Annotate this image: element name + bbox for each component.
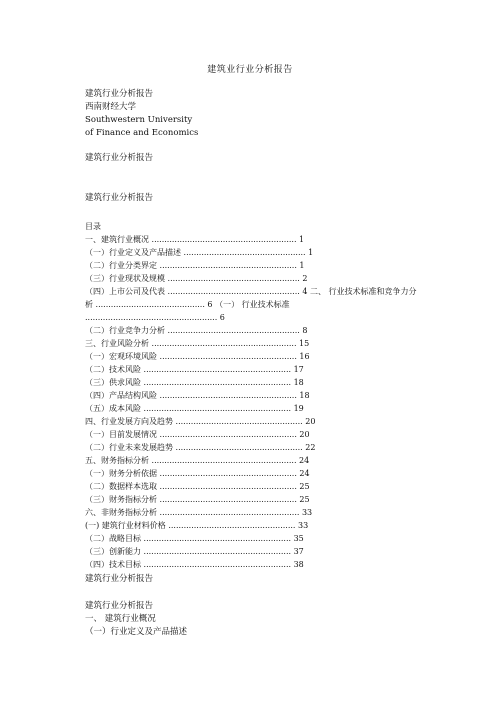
toc-entry[interactable]: （二）行业未来发展趋势 .................................................. 22 [85,443,316,452]
toc-entry[interactable]: （三）创新能力 .......................................................... 37 [85,547,304,556]
page-title: 建筑业行业分析报告 [207,65,293,75]
repeat-heading-1 [85,152,153,165]
cover-block [85,88,198,140]
toc-entry[interactable]: （三）财务指标分析 ...................................................... 25 [85,495,310,504]
toc-entry[interactable]: （五）成本风险 .......................................................... 19 [85,404,304,413]
cover-line: 西南财经大学 [85,102,137,112]
toc-entry[interactable]: 五、财务指标分析 ......................................................... 24 [85,456,310,465]
toc-entry[interactable]: （一）行业定义及产品描述 ................................................ 1 [85,248,314,257]
toc-entry[interactable]: （四）技术目标 .......................................................... 38 [85,560,304,569]
toc-entry[interactable]: （一）目前发展情况 ...................................................... 20 [85,430,310,439]
section-line: （一）行业定义及产品描述 [85,627,188,637]
toc-entry[interactable]: 三、行业风险分析 ......................................................... 15 [85,339,310,348]
cover-line: Southwestern University [85,115,193,125]
toc-entry[interactable]: （二）数据样本选取 ...................................................... 25 [85,482,310,491]
repeat-heading-text: 建筑行业分析报告 [85,153,154,163]
repeat-heading-2 [85,192,153,205]
toc-entry[interactable]: （二）战略目标 .......................................................... 35 [85,534,304,543]
toc-entry[interactable]: （一）宏观环境风险 ...................................................... 16 [85,352,310,361]
toc-entry[interactable]: 六、非财务指标分析 ....................................................... 33 [85,508,313,517]
after-toc-heading [85,573,153,586]
toc-entry[interactable]: 四、行业发展方向及趋势 .................................................. 20 [85,417,316,426]
toc-entry[interactable]: （四）产品结构风险 ...................................................... 18 [85,391,310,400]
toc-entry[interactable]: (一) 建筑行业材料价格 .................................................. 33 [85,521,309,530]
cover-line: 建筑行业分析报告 [85,89,154,99]
toc-entry[interactable]: （一）财务分析依据 ...................................................... 24 [85,469,310,478]
toc-entry[interactable]: （二）行业竞争力分析 .................................................... 8 [85,326,308,335]
toc-entry[interactable]: （三）供求风险 .......................................................... 18 [85,378,304,387]
toc-heading: 目录 [85,222,101,231]
repeat-heading-text: 建筑行业分析报告 [85,193,154,203]
section-line: 一、 建筑行业概况 [85,614,156,624]
section-block [85,600,187,639]
toc-entry[interactable]: （三）行业现状及规模 .................................................... 2 [85,274,308,283]
toc-entry[interactable]: （二）行业分类界定 ...................................................... 1 [85,261,305,270]
toc-entry[interactable]: （四）上市公司及代表 .................................................... 4 二、 行业技术标准和竞争力分析 ........................................... 6 （一） 行业技术标准 .................................................... 6 [85,287,417,322]
table-of-contents [85,220,435,571]
section-line: 建筑行业分析报告 [85,601,154,611]
toc-entry[interactable]: 一、建筑行业概况 ......................................................... 1 [85,235,305,244]
after-toc-text: 建筑行业分析报告 [85,574,154,584]
cover-line: of Finance and Economics [85,128,199,138]
toc-entry[interactable]: （二）技术风险 .......................................................... 17 [85,365,304,374]
